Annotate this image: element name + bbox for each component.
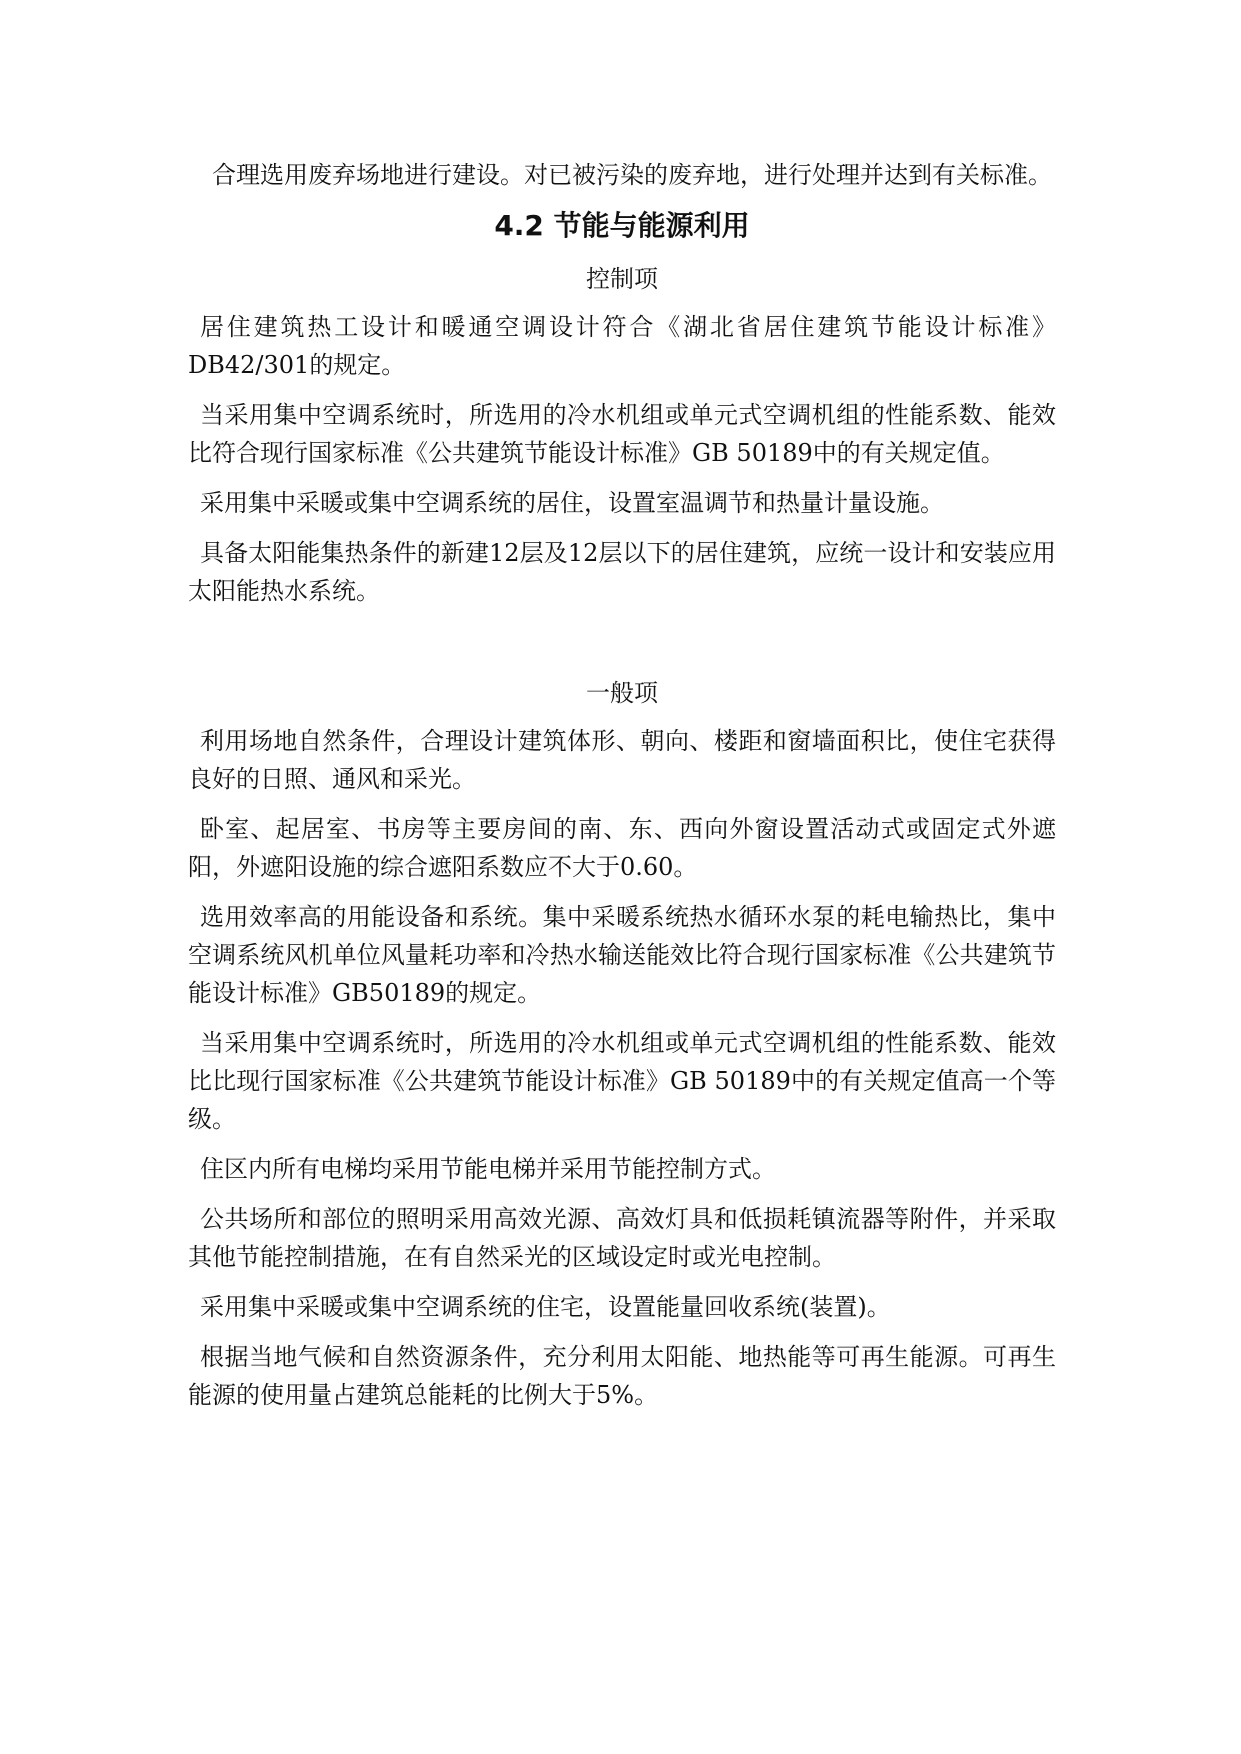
section-title: 4.2 节能与能源利用 [494,209,750,242]
general-item: 根据当地气候和自然资源条件，充分利用太阳能、地热能等可再生能源。可再生能源的使用量占建筑总能耗的比例大于5%。 [188,1343,1056,1409]
general-items-heading: 一般项 [586,679,658,707]
general-item: 利用场地自然条件，合理设计建筑体形、朝向、楼距和窗墙面积比，使住宅获得良好的日照、通风和采光。 [188,727,1056,793]
general-item: 当采用集中空调系统时，所选用的冷水机组或单元式空调机组的性能系数、能效比比现行国家标准《公共建筑节能设计标准》GB 50189中的有关规定值高一个等级。 [188,1029,1056,1133]
intro-paragraph: 合理选用废弃场地进行建设。对已被污染的废弃地，进行处理并达到有关标准。 [212,161,1052,189]
control-item: 当采用集中空调系统时，所选用的冷水机组或单元式空调机组的性能系数、能效比符合现行国家标准《公共建筑节能设计标准》GB 50189中的有关规定值。 [188,401,1056,467]
page-content [188,156,1056,1426]
control-items-heading: 控制项 [586,265,658,293]
general-item: 采用集中采暖或集中空调系统的住宅，设置能量回收系统(装置)。 [200,1293,891,1321]
control-item: 居住建筑热工设计和暖通空调设计符合《湖北省居住建筑节能设计标准》DB42/301的规定。 [188,313,1056,379]
general-item: 公共场所和部位的照明采用高效光源、高效灯具和低损耗镇流器等附件，并采取其他节能控制措施，在有自然采光的区域设定时或光电控制。 [188,1205,1056,1271]
section-spacer [188,622,1056,676]
general-item: 选用效率高的用能设备和系统。集中采暖系统热水循环水泵的耗电输热比，集中空调系统风机单位风量耗功率和冷热水输送能效比符合现行国家标准《公共建筑节能设计标准》GB50189的规定。 [188,903,1056,1007]
general-item: 住区内所有电梯均采用节能电梯并采用节能控制方式。 [200,1155,776,1183]
control-item: 采用集中采暖或集中空调系统的居住，设置室温调节和热量计量设施。 [200,489,944,517]
general-item: 卧室、起居室、书房等主要房间的南、东、西向外窗设置活动式或固定式外遮阳，外遮阳设施的综合遮阳系数应不大于0.60。 [188,815,1056,881]
control-item: 具备太阳能集热条件的新建12层及12层以下的居住建筑，应统一设计和安装应用太阳能热水系统。 [188,539,1056,605]
